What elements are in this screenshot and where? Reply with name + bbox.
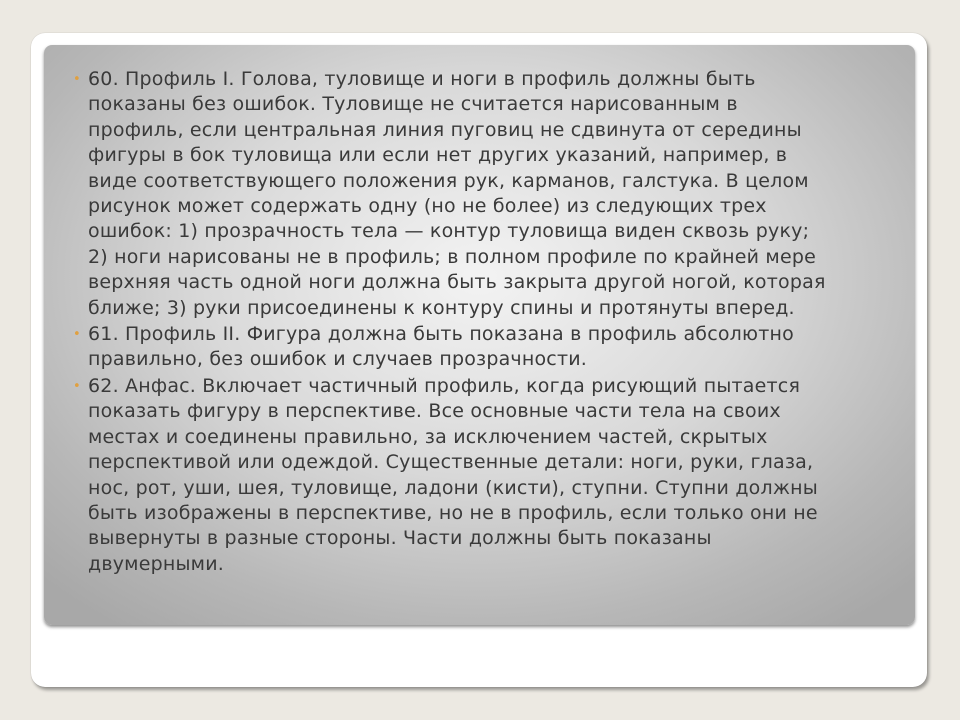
bullet-line: показаны без ошибок. Туловище не считается нарисованным в <box>88 93 738 116</box>
bullet-line: двумерными. <box>88 552 225 575</box>
bullet-line: показать фигуру в перспективе. Все основные части тела на своих <box>88 400 781 423</box>
bullet-line: 2) ноги нарисованы не в профиль; в полном профиле по крайней мере <box>88 245 816 268</box>
bullet-dot-icon: • <box>73 378 81 394</box>
bullet-line: 60. Профиль I. Голова, туловище и ноги в профиль должны быть <box>88 68 756 90</box>
bullet-line: 61. Профиль II. Фигура должна быть показана в профиль абсолютно <box>88 323 794 346</box>
bullet-line: профиль, если центральная линия пуговиц не сдвинута от середины <box>88 118 802 141</box>
bullet-line: перспективой или одеждой. Существенные детали: ноги, руки, глаза, <box>88 451 814 474</box>
bullet-line: верхняя часть одной ноги должна быть закрыта другой ногой, которая <box>88 271 826 294</box>
bullet-list <box>73 67 900 578</box>
bullet-line: вывернуты в разные стороны. Части должны быть показаны <box>88 527 712 550</box>
bullet-line: 62. Анфас. Включает частичный профиль, когда рисующий пытается <box>88 374 801 397</box>
bullet-line: местах и соединены правильно, за исключением частей, скрытых <box>88 425 768 448</box>
bullet-item-62 <box>73 374 900 577</box>
bullet-item-60 <box>73 67 900 321</box>
bullet-line: ближе; 3) руки присоединены к контуру спины и протянуты вперед. <box>88 296 795 319</box>
bullet-item-61 <box>73 322 900 373</box>
bullet-line: нос, рот, уши, шея, туловище, ладони (кисти), ступни. Ступни должны <box>88 476 818 499</box>
bullet-line: рисунок может содержать одну (но не более) из следующих трех <box>88 195 767 218</box>
bullet-line: ошибок: 1) прозрачность тела — контур туловища виден сквозь руку; <box>88 220 810 243</box>
bullet-line: быть изображены в перспективе, но не в профиль, если только они не <box>88 501 818 524</box>
bullet-dot-icon: • <box>73 327 81 343</box>
bullet-line: виде соответствующего положения рук, карманов, галстука. В целом <box>88 169 809 192</box>
bullet-dot-icon: • <box>73 72 81 87</box>
bullet-line: правильно, без ошибок и случаев прозрачности. <box>88 348 588 371</box>
bullet-line: фигуры в бок туловища или если нет других указаний, например, в <box>88 144 788 167</box>
